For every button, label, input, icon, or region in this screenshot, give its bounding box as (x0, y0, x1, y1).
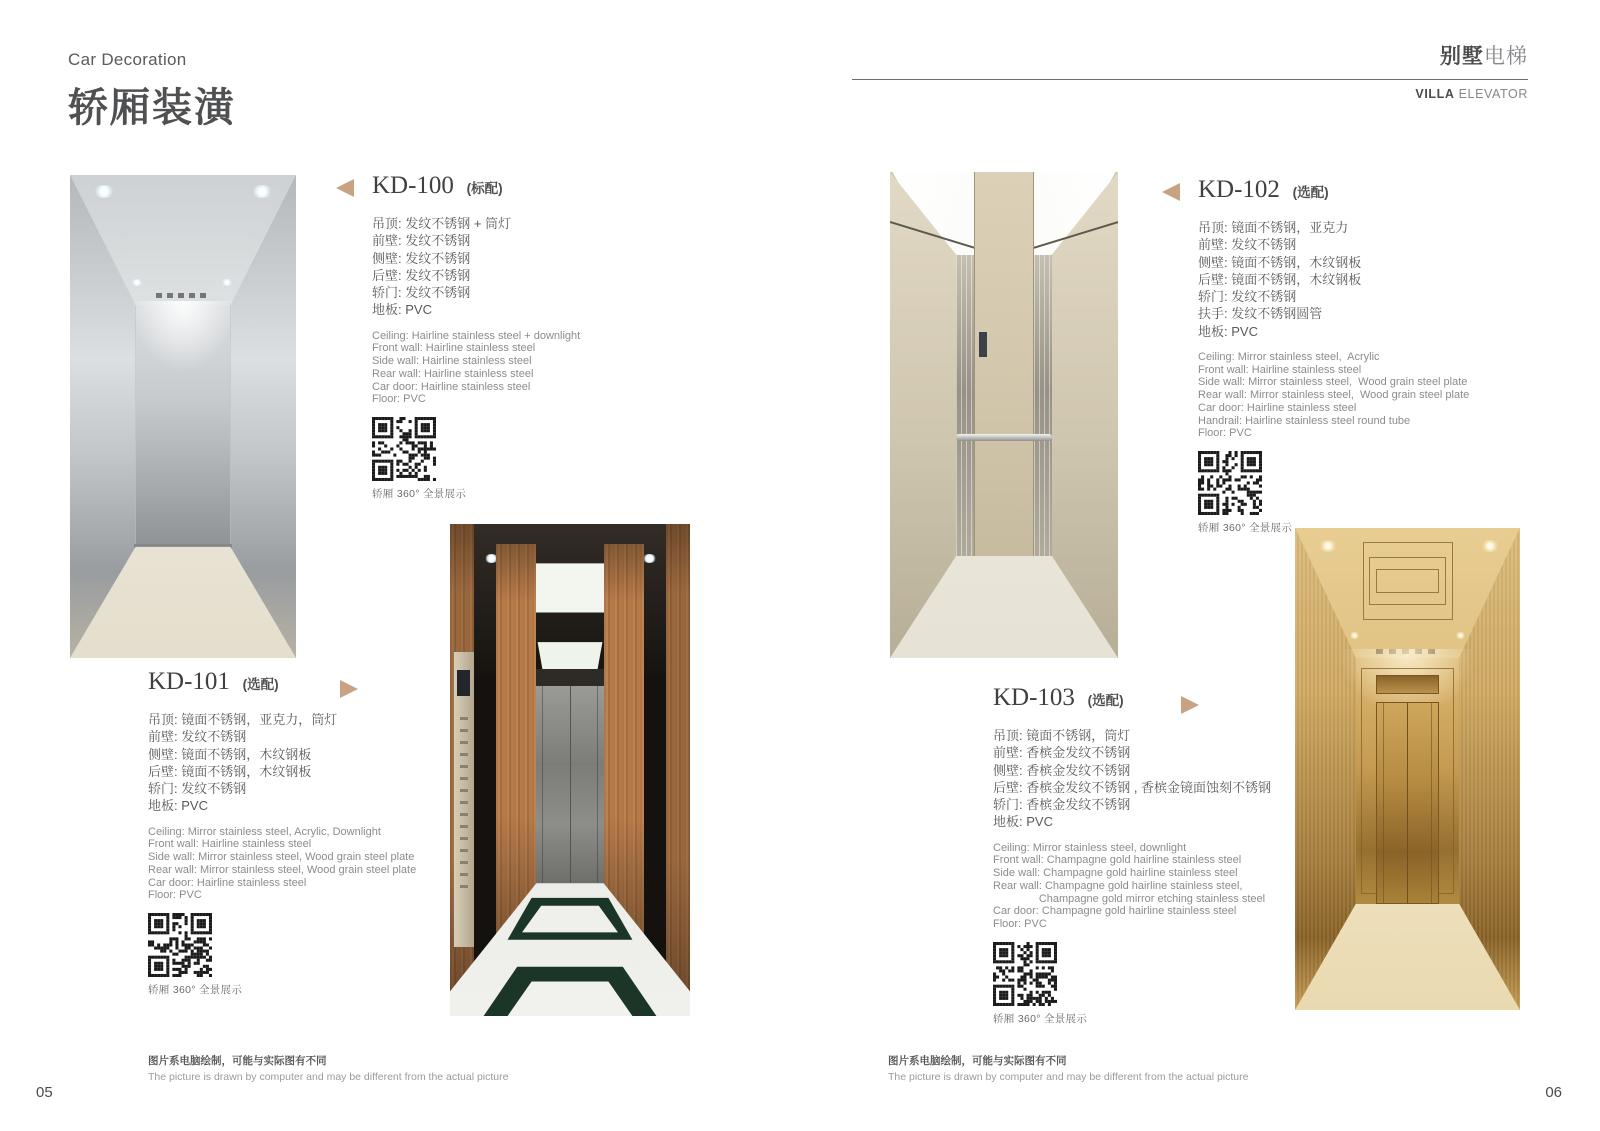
model-block-kd103 (993, 684, 1373, 1026)
elevator-image-kd100 (70, 175, 296, 658)
header-divider (852, 79, 1528, 80)
spec-line-en: Side wall: Champagne gold hairline stainless steel (993, 867, 1238, 880)
ceiling-etch-frame (1376, 569, 1439, 593)
qr-code (993, 942, 1057, 1006)
model-title (372, 172, 666, 200)
brand-title-zh (852, 40, 1528, 70)
disclaimer-zh: 图片系电脑绘制，可能与实际图有不同 (148, 1055, 327, 1067)
spec-line-en: Ceiling: Hairline stainless steel + downlight (372, 329, 581, 342)
spec-line-en: Ceiling: Mirror stainless steel, Acrylic, Downlight (148, 825, 381, 838)
spec-line-zh: 吊顶: 镜面不锈钢，亚克力 (1198, 220, 1349, 235)
spec-line-en: Front wall: Hairline stainless steel (1198, 363, 1362, 376)
spec-line-zh: 前壁: 发纹不锈钢 (148, 729, 247, 745)
cop-display (979, 332, 987, 356)
spec-line-en: Rear wall: Hairline stainless steel (372, 367, 534, 380)
spec-line-zh: 轿门: 香槟金发纹不锈钢 (993, 797, 1131, 813)
model-code: KD-100 (372, 172, 454, 199)
specs-en (993, 842, 1373, 931)
spec-line-en: Front wall: Hairline stainless steel (372, 342, 536, 355)
triangle-right-icon (340, 680, 358, 698)
mirror-strip (1034, 255, 1052, 556)
disclaimer-en: The picture is drawn by computer and may be different from the actual picture (148, 1071, 509, 1083)
downlight-icon (93, 185, 115, 198)
wood-pillar (666, 524, 690, 1016)
specs-zh (148, 711, 483, 815)
triangle-right-icon (1181, 696, 1199, 714)
specs-zh (1198, 219, 1534, 340)
downlight-icon (251, 185, 273, 198)
elevator-light-glow (131, 301, 235, 373)
specs-en (372, 330, 666, 406)
left-page-header (68, 50, 236, 133)
spec-line-en: Ceiling: Mirror stainless steel, downlight (993, 841, 1187, 854)
spec-line-en: Rear wall: Mirror stainless steel, Wood grain steel plate (1198, 389, 1470, 402)
spec-line-zh: 地板: PVC (993, 814, 1053, 830)
triangle-left-icon (336, 179, 354, 197)
specs-en (148, 826, 483, 902)
model-block-kd100 (336, 172, 666, 501)
downlight-icon (1480, 540, 1500, 552)
disclaimer-left (148, 1053, 509, 1083)
disclaimer-right (888, 1053, 1249, 1083)
spec-line-zh: 前壁: 香槟金发纹不锈钢 (993, 745, 1131, 761)
qr-caption: 轿厢 360° 全景展示 (148, 984, 243, 996)
spec-line-zh: 后壁: 镜面不锈钢，木纹钢板 (1198, 271, 1362, 287)
spec-line-en: Rear wall: Champagne gold hairline stainless steel, (993, 879, 1243, 892)
spec-line-zh: 吊顶: 镜面不锈钢，亚克力，筒灯 (148, 712, 338, 727)
spec-line-en: Champagne gold mirror etching stainless steel (993, 892, 1266, 905)
spec-line-en: Handrail: Hairline stainless steel round tube (1198, 414, 1411, 427)
spec-line-zh: 轿门: 发纹不锈钢 (148, 781, 247, 797)
model-title (1198, 176, 1534, 204)
specs-en (1198, 351, 1534, 440)
triangle-left-icon (1162, 183, 1180, 201)
qr-caption: 轿厢 360° 全景展示 (1198, 522, 1293, 534)
model-code: KD-103 (993, 684, 1075, 711)
downlight-icon (1455, 632, 1466, 639)
spec-line-zh: 后壁: 镜面不锈钢，木纹钢板 (148, 763, 312, 779)
spec-line-en: Rear wall: Mirror stainless steel, Wood grain steel plate (148, 863, 417, 876)
spec-line-zh: 吊顶: 镜面不锈钢，筒灯 (993, 728, 1131, 743)
model-variant: (选配) (1292, 185, 1329, 200)
qr-code (372, 417, 436, 481)
ceiling-vents (156, 293, 210, 298)
section-title-zh: 轿厢装潢 (68, 86, 236, 130)
spec-line-en: Car door: Hairline stainless steel (148, 876, 307, 889)
downlight-icon (1349, 632, 1360, 639)
rear-mirror-panel (1376, 702, 1439, 904)
spec-line-en: Car door: Champagne gold hairline stainless steel (993, 905, 1237, 918)
right-page-header (852, 40, 1528, 101)
spec-line-en: Side wall: Mirror stainless steel, Wood grain steel plate (1198, 376, 1468, 389)
brand-sub-strong: VILLA (1415, 87, 1455, 101)
page-number-right: 06 (1545, 1084, 1562, 1101)
spec-line-zh: 地板: PVC (148, 798, 208, 814)
qr-caption: 轿厢 360° 全景展示 (372, 488, 467, 500)
downlight-icon (131, 279, 143, 286)
spec-line-zh: 侧壁: 发纹不锈钢 (372, 250, 471, 266)
brand-subtitle-en (852, 87, 1528, 101)
elevator-image-kd101 (450, 524, 690, 1016)
model-block-kd102 (1162, 176, 1534, 535)
mirror-strip (956, 255, 974, 556)
spec-line-zh: 侧壁: 镜面不锈钢，木纹钢板 (148, 746, 312, 762)
door-lintel (536, 669, 603, 686)
spec-line-en: Car door: Hairline stainless steel (372, 380, 531, 393)
model-block-kd101 (148, 668, 483, 997)
qr-caption: 轿厢 360° 全景展示 (993, 1012, 1088, 1025)
disclaimer-en: The picture is drawn by computer and may be different from the actual picture (888, 1071, 1249, 1083)
specs-zh (372, 215, 666, 319)
door-transom (1376, 675, 1439, 694)
spec-line-zh: 后壁: 香槟金发纹不锈钢 , 香槟金镜面蚀刻不锈钢 (993, 779, 1272, 795)
page-number-left: 05 (36, 1084, 53, 1101)
car-doors (536, 686, 603, 883)
spec-line-zh: 轿门: 发纹不锈钢 (1198, 289, 1297, 305)
spec-line-en: Floor: PVC (1198, 427, 1252, 440)
model-variant: (标配) (466, 181, 503, 196)
qr-code (1198, 451, 1262, 515)
spec-line-zh: 扶手: 发纹不锈钢圆管 (1198, 306, 1323, 322)
spec-line-en: Ceiling: Mirror stainless steel, Acrylic (1198, 351, 1380, 364)
elevator-image-kd102 (890, 172, 1118, 658)
spec-line-en: Floor: PVC (148, 889, 202, 902)
brand-title-light: 电梯 (1484, 45, 1528, 68)
spec-line-zh: 地板: PVC (372, 302, 432, 318)
model-variant: (选配) (1087, 693, 1124, 708)
rear-center-panel (974, 172, 1033, 556)
spec-line-zh: 轿门: 发纹不锈钢 (372, 285, 471, 301)
spec-line-en: Car door: Hairline stainless steel (1198, 401, 1357, 414)
spec-line-en: Side wall: Mirror stainless steel, Wood grain steel plate (148, 851, 415, 864)
model-code: KD-102 (1198, 176, 1280, 203)
handrail (956, 434, 1052, 440)
spec-line-zh: 侧壁: 香槟金发纹不锈钢 (993, 762, 1131, 778)
model-code: KD-101 (148, 668, 230, 695)
spec-line-zh: 吊顶: 发纹不锈钢 + 筒灯 (372, 216, 512, 231)
model-title (148, 668, 483, 696)
spec-line-en: Floor: PVC (993, 918, 1047, 930)
brand-title-strong: 别墅 (1440, 45, 1484, 68)
downlight-icon (1318, 540, 1338, 552)
specs-zh (993, 727, 1373, 831)
spec-line-en: Front wall: Champagne gold hairline stainless steel (993, 854, 1242, 867)
spec-line-zh: 地板: PVC (1198, 323, 1258, 339)
spec-line-zh: 前壁: 发纹不锈钢 (1198, 237, 1297, 253)
spec-line-zh: 前壁: 发纹不锈钢 (372, 233, 471, 249)
spec-line-en: Side wall: Hairline stainless steel (372, 355, 532, 368)
qr-code (148, 913, 212, 977)
disclaimer-zh: 图片系电脑绘制，可能与实际图有不同 (888, 1055, 1067, 1067)
spec-line-zh: 后壁: 发纹不锈钢 (372, 267, 471, 283)
model-variant: (选配) (242, 677, 279, 692)
spec-line-en: Front wall: Hairline stainless steel (148, 838, 312, 851)
spec-line-en: Floor: PVC (372, 393, 426, 406)
wood-pillar (496, 544, 537, 947)
wood-pillar (604, 544, 645, 947)
brand-sub-light: ELEVATOR (1458, 87, 1528, 101)
spec-line-zh: 侧壁: 镜面不锈钢，木纹钢板 (1198, 254, 1362, 270)
section-subtitle-en: Car Decoration (68, 50, 187, 69)
